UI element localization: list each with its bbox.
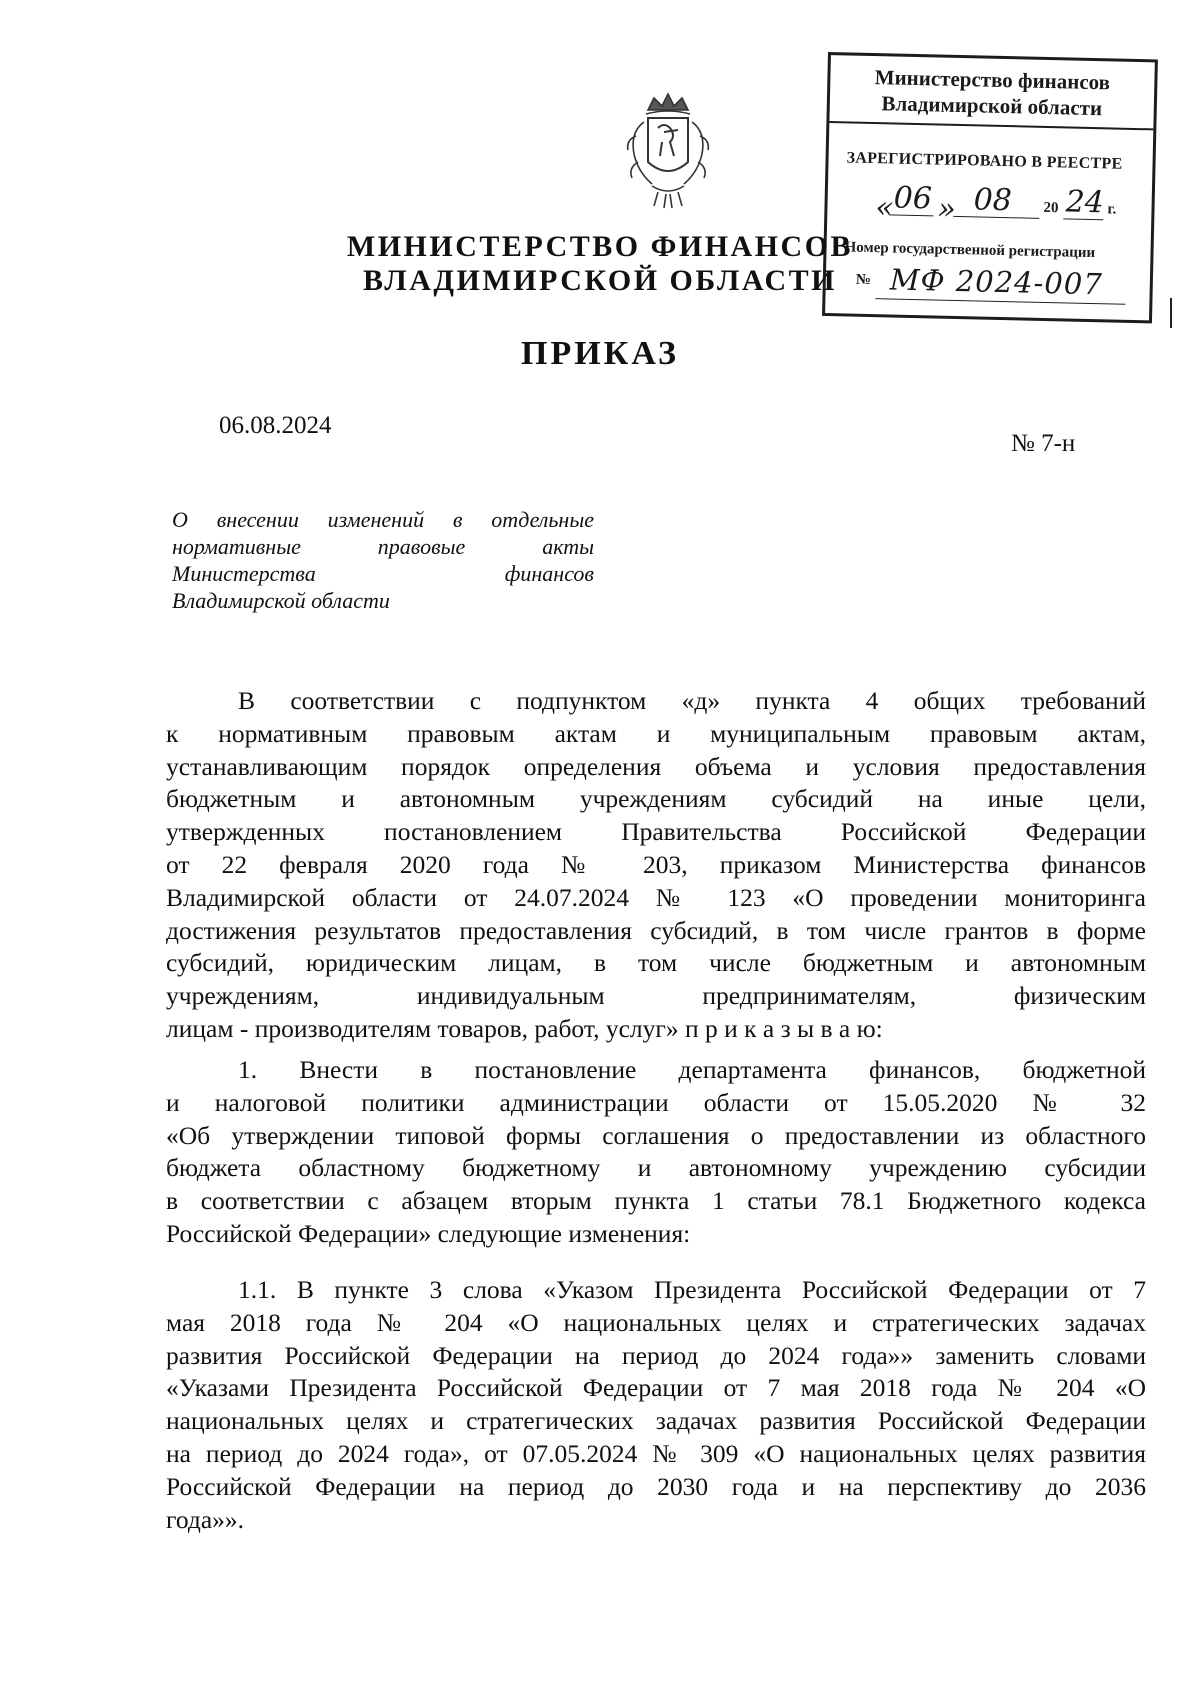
- stamp-date-year: 24: [1065, 184, 1105, 221]
- preamble-paragraph: [166, 685, 1146, 1046]
- paragraph-line: устанавливающим порядок определения объема и условия предоставления: [166, 751, 1146, 781]
- subject-line: Министерства финансов: [172, 561, 594, 586]
- stamp-date-suffix: г.: [1107, 201, 1117, 218]
- stamp-org-line-2: Владимирской области: [881, 91, 1103, 121]
- paragraph-line: национальных целях и стратегических задачах развития Российской Федерации: [166, 1406, 1146, 1436]
- paragraph-line: 1.1. В пункте 3 слова «Указом Президента Российской Федерации от 7: [238, 1275, 1146, 1304]
- paragraph-line: Российской Федерации» следующие изменения:: [166, 1218, 691, 1248]
- paragraph-line: к нормативным правовым актам и муниципальным правовым актам,: [166, 718, 1146, 748]
- paragraph-line: мая 2018 года № 204 «О национальных целях и стратегических задачах: [166, 1307, 1146, 1337]
- subject-line: О внесении изменений в отдельные: [172, 507, 594, 532]
- paragraph-line: «Об утверждении типовой формы соглашения о предоставлении из областного: [166, 1120, 1146, 1150]
- paragraph-line: бюджета областному бюджетному и автономному учреждению субсидии: [166, 1153, 1146, 1183]
- stamp-number-sign: №: [855, 271, 872, 289]
- paragraph-line: субсидий, юридическим лицам, в том числе бюджетным и автономным: [166, 948, 1146, 978]
- stamp-date-month: 08: [973, 182, 1013, 219]
- stamp-organization: [830, 63, 1155, 122]
- coat-of-arms-emblem: [618, 92, 718, 210]
- paragraph-line: Российской Федерации на период до 2030 года и на перспективу до 2036: [166, 1471, 1146, 1501]
- stamp-divider: [829, 121, 1153, 130]
- document-type-title: ПРИКАЗ: [521, 335, 679, 372]
- paragraph-line: года»».: [166, 1504, 245, 1534]
- paragraph-line: и налоговой политики администрации области от 15.05.2020 № 32: [166, 1087, 1146, 1117]
- stamp-date-year-underline: [1063, 218, 1103, 220]
- stamp-registration-date: [875, 180, 1126, 227]
- paragraph-line: бюджетным и автономным учреждениям субсидий на иные цели,: [166, 784, 1146, 814]
- order-number: № 7-н: [1011, 430, 1076, 457]
- paragraph-line: в соответствии с абзацем вторым пункта 1 статьи 78.1 Бюджетного кодекса: [166, 1186, 1146, 1216]
- stamp-reg-number-label: Номер государственной регистрации: [844, 239, 1096, 262]
- stamp-date-century: 20: [1043, 199, 1059, 217]
- paragraph-line: «Указами Президента Российской Федерации от 7 мая 2018 года № 204 «О: [166, 1373, 1146, 1403]
- paragraph-line: от 22 февраля 2020 года № 203, приказом Министерства финансов: [166, 849, 1146, 879]
- paragraph-line: лицам - производителям товаров, работ, услуг» п р и к а з ы в а ю:: [166, 1013, 883, 1043]
- subject-line: нормативные правовые акты: [172, 534, 594, 559]
- paragraph-line: на период до 2024 года», от 07.05.2024 № 309 «О национальных целях развития: [166, 1438, 1146, 1468]
- paragraph-line: В соответствии с подпунктом «д» пункта 4 общих требований: [238, 686, 1146, 715]
- paragraph-line: развития Российской Федерации на период до 2024 года»» заменить словами: [166, 1340, 1146, 1370]
- order-date: 06.08.2024: [219, 412, 332, 439]
- item-1-1-paragraph: [166, 1274, 1146, 1536]
- scan-edge-mark: [1170, 298, 1172, 328]
- paragraph-line: 1. Внести в постановление департамента финансов, бюджетной: [238, 1055, 1146, 1084]
- stamp-reg-number-value: МФ 2024-007: [889, 262, 1104, 302]
- stamp-date-day: 06: [893, 180, 933, 217]
- stamp-date-open-quote: «: [875, 190, 895, 226]
- stamp-date-month-underline: [953, 216, 1039, 219]
- stamp-date-close-quote: »: [937, 191, 957, 227]
- ministry-name-line-2: ВЛАДИМИРСКОЙ ОБЛАСТИ: [363, 264, 837, 297]
- subject-line: Владимирской области: [172, 588, 390, 613]
- stamp-registered-label: ЗАРЕГИСТРИРОВАНО В РЕЕСТРЕ: [846, 149, 1123, 173]
- stamp-org-line-1: Министерство финансов: [874, 65, 1111, 95]
- stamp-date-day-underline: [889, 214, 933, 216]
- paragraph-line: утвержденных постановлением Правительства Российской Федерации: [166, 817, 1146, 847]
- item-1-paragraph: [166, 1054, 1146, 1251]
- order-subject: [172, 506, 594, 614]
- paragraph-line: Владимирской области от 24.07.2024 № 123 «О проведении мониторинга: [166, 882, 1146, 912]
- ministry-name-line-1: МИНИСТЕРСТВО ФИНАНСОВ: [346, 230, 854, 263]
- paragraph-line: достижения результатов предоставления субсидий, в том числе грантов в форме: [166, 915, 1146, 945]
- paragraph-line: учреждениям, индивидуальным предпринимателям, физическим: [166, 981, 1146, 1011]
